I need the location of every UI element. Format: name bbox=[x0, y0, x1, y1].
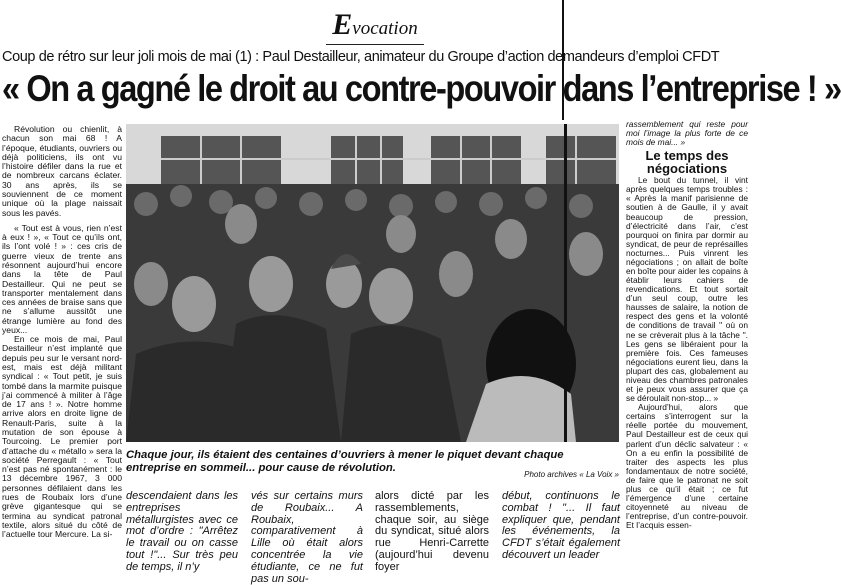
left-column bbox=[2, 125, 122, 539]
paragraph: Révolution ou chienlit, à chacun son mai 68 ! A l’époque, étudiants, ouvriers ou déjà politiciens, ils ont vu l’histoire défiler dans la rue et de nombreux carcans éclater. 30 ans après, ils se souviennent de ce moment unique où la plage naissait sous les pavés. bbox=[2, 124, 122, 218]
bottom-column-2: vés sur certains murs de Roubaix... A Roubaix, comparativement à Lille où était alors concentrée la vie étudiante, ce ne fut pas un sou- bbox=[251, 490, 363, 585]
paragraph: « Tout est à vous, rien n’est à eux ! », « Tout ce qu’ils ont, ils l’ont volé ! » : ces cris de guerre vieux de trente ans résonnent aujourd’hui encore dans la tête de Paul Destailleur. Qui ne peut se transporter mentalement dans ces années de braise sans que ne s’allume aussitôt une étrange lumière au fond des yeux... bbox=[2, 222, 122, 335]
crowd-photo bbox=[126, 124, 619, 442]
section-subtitle: Le temps des négociations bbox=[645, 148, 729, 177]
article-subhead: Coup de rétro sur leur joli mois de mai (1) : Paul Destailleur, animateur du Groupe d’action demandeurs d’emploi CFDT bbox=[2, 49, 720, 65]
paragraph: Le bout du tunnel, il vint après quelques temps troubles : « Après la manif parisienne de soutien à de Gaulle, il y avait beaucoup de pression, d’électricité dans l’air, c’est pourquoi on finira par dormir au syndicat, de peur de représailles nocturnes... Puis vinrent les négociations ; on allait de boîte en boîte pour aider les copains à établir leurs cahiers de revendications. Et tout sortait d’un seul coup, outre les hausses de salaire, la notion de respect des gens et la volonté de conditions de travail " où on ne se crèverait plus à la tâche ". Les gens se libéraient pour la première fois. Ces fameuses négociations eurent lieu, dans la plupart des cas, globalement au niveau des chambres patronales et je peux vous assurer que ça se déroulait non-stop... » bbox=[626, 175, 748, 404]
article-headline: « On a gagné le droit au contre-pouvoir dans l’entreprise ! » bbox=[2, 68, 841, 109]
bottom-column-1: descendaient dans les entreprises métallurgistes avec ce mot d’ordre : "Arrêtez le travail ou on casse tout !"... Sur très peu de temps, il n’y bbox=[126, 490, 238, 573]
paragraph: Aujourd’hui, alors que certains s’interrogent sur la réelle portée du mouvement, Paul Destailleur est de ceux qui parlent d’un déclic salvateur : « On a eu enfin la possibilité de traiter des aspects les plus fondamentaux de notre société, de faire que le patronat ne soit plus ce qu’il était ; ce fut l’émergence d’une certaine citoyenneté au niveau de l’entreprise, d’un contre-pouvoir. Et l’acquis essen- bbox=[626, 402, 748, 531]
bottom-column-3: alors dicté par les rassemblements, chaque soir, au siège du syndicat, situé alors rue Henri-Carrette (aujourd’hui devenu foyer bbox=[375, 490, 489, 573]
photo-credit: Photo archives « La Voix » bbox=[524, 470, 619, 479]
section-initial: E bbox=[332, 8, 353, 41]
bottom-column-4: début, continuons le combat ! "... Il faut expliquer que, pendant les événements, la CFDT s’était également découvert un leader bbox=[502, 490, 620, 561]
paragraph: En ce mois de mai, Paul Destailleur n’est implanté que depuis peu sur le versant nord-est, mais est déjà militant syndical : « Tout petit, je suis tombé dans la marmite puisque j’ai commencé à militer à l’âge de 17 ans ! ». Notre homme arrive alors en droite ligne de Renault-Paris, suite à la mutation de son épouse à Tourcoing. Le premier port d’attache du « métallo » sera la société Perregault : « Tout n’est pas né spontanément : le 13 décembre 1967, 3 000 personnes défilaient dans les rues de Roubaix lors d’une grève gigantesque qui se termina au syndicat patronal textile, alors situé du côté de l’actuelle tour Mercure. La si- bbox=[2, 334, 122, 540]
section-name: vocation bbox=[352, 18, 418, 39]
section-kicker bbox=[0, 8, 750, 45]
right-column bbox=[626, 120, 748, 530]
paragraph: rassemblement qui reste pour moi l’image la plus forte de ce mois de mai... » bbox=[626, 119, 748, 148]
photo-illustration bbox=[126, 124, 619, 442]
photo-caption: Chaque jour, ils étaient des centaines d’ouvriers à mener le piquet devant chaque entreprise en sommeil... pour cause de révolution. bbox=[126, 449, 564, 474]
